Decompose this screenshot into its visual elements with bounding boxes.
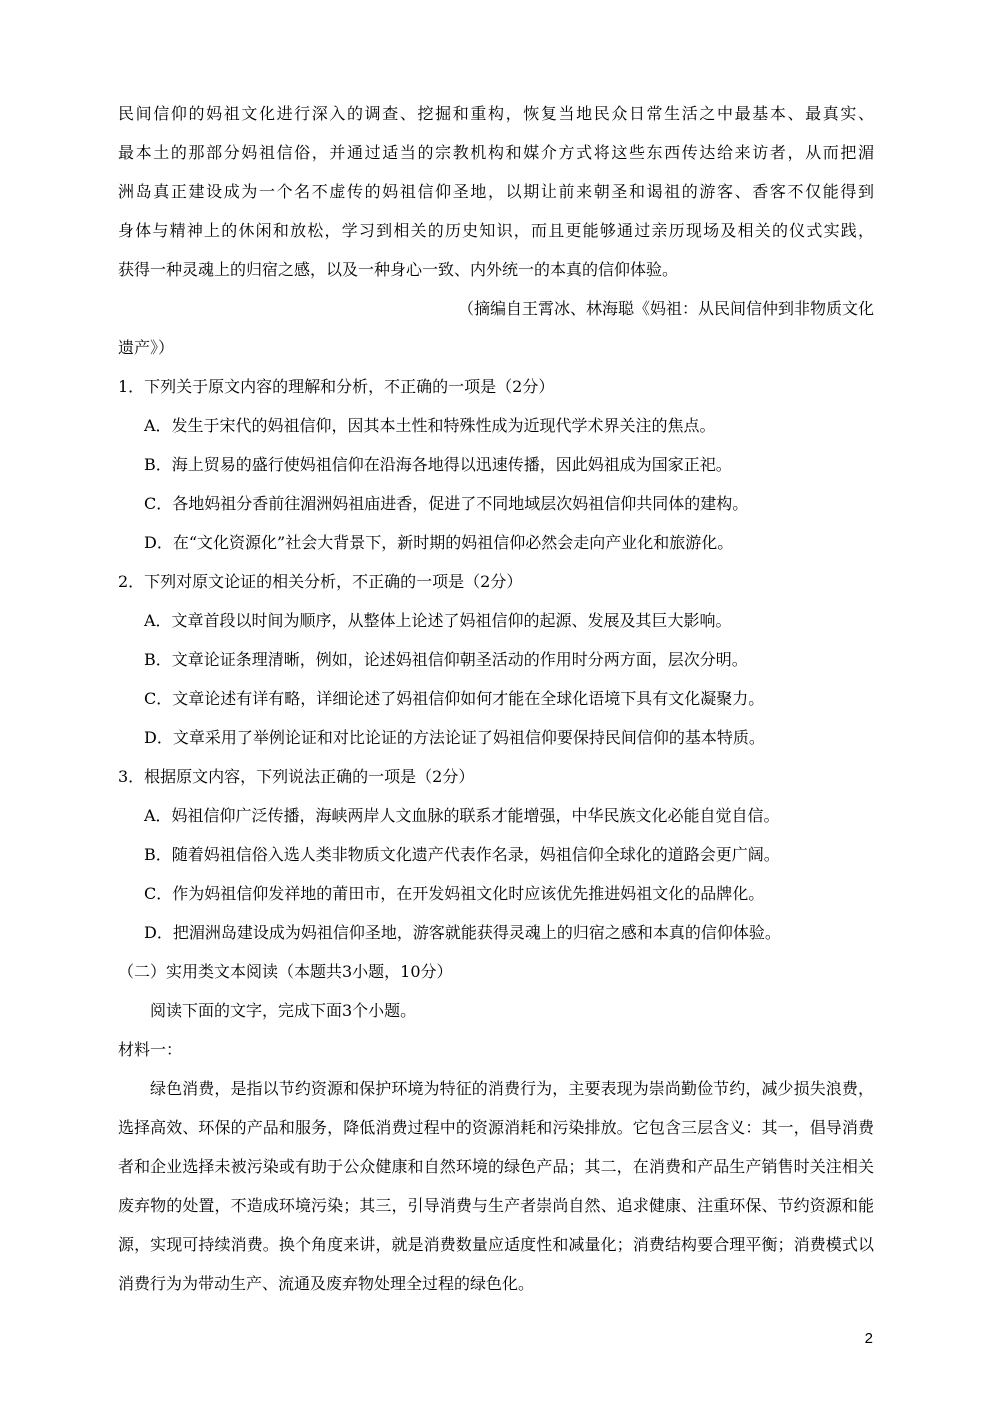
option-c: C．各地妈祖分香前往湄洲妈祖庙进香，促进了不同地域层次妈祖信仰共同体的建构。 [144, 494, 749, 513]
option-a: A．妈祖信仰广泛传播，海峡两岸人文血脉的联系才能增强，中华民族文化必能自觉自信。 [144, 806, 780, 825]
source-citation-line1: （摘编自王霄冰、林海聪《妈祖：从民间信仲到非物质文化 [457, 299, 874, 318]
option-b: B．海上贸易的盛行使妈祖信仰在沿海各地得以迅速传播，因此妈祖成为国家正祀。 [144, 455, 732, 474]
question-3 [118, 757, 874, 952]
option-c: C．文章论述有详有略，详细论述了妈祖信仰如何才能在全球化语境下具有文化凝聚力。 [144, 689, 765, 708]
question-stem: 2．下列对原文论证的相关分析，不正确的一项是（2分） [118, 572, 523, 591]
option-d: D．文章采用了举例论证和对比论证的方法论证了妈祖信仰要保持民间信仰的基本特质。 [144, 728, 765, 747]
passage-line: 民间信仰的妈祖文化进行深入的调查、挖掘和重构，恢复当地民众日常生活之中最基本、最真实、 [118, 104, 874, 123]
option-a: A．发生于宋代的妈祖信仰，因其本土性和特殊性成为近现代学术界关注的焦点。 [144, 416, 716, 435]
passage-line: 身体与精神上的休闲和放松，学习到相关的历史知识，而且更能够通过亲历现场及相关的仪式实践， [118, 221, 874, 240]
material-label: 材料一： [118, 1040, 183, 1059]
reading-instruction: 阅读下面的文字，完成下面3个小题。 [150, 1001, 417, 1020]
question-stem: 3．根据原文内容，下列说法正确的一项是（2分） [118, 767, 475, 786]
option-b: B．文章论证条理清晰，例如，论述妈祖信仰朝圣活动的作用时分两方面，层次分明。 [144, 650, 748, 669]
question-1 [118, 367, 874, 562]
passage-line: 获得一种灵魂上的归宿之感，以及一种身心一致、内外统一的本真的信仰体验。 [118, 260, 679, 279]
section-heading: （二）实用类文本阅读（本题共3小题，10分） [118, 962, 453, 981]
passage-continuation [118, 94, 874, 289]
page-content [118, 94, 874, 1303]
option-b: B．随着妈祖信俗入选人类非物质文化遗产代表作名录，妈祖信仰全球化的道路会更广阔。 [144, 845, 780, 864]
question-2 [118, 562, 874, 757]
material-paragraph: 绿色消费，是指以节约资源和保护环境为特征的消费行为，主要表现为崇尚勤俭节约，减少损失浪费，选择高效、环保的产品和服务，降低消费过程中的资源消耗和污染排放。它包含三层含义：其一，倡导消费者和企业选择未被污染或有助于公众健康和自然环境的绿色产品；其二，在消费和产品生产销售时关注相关废弃物的处置，不造成环境污染；其三，引导消费与生产者崇尚自然、追求健康、注重环保、节约资源和能源，实现可持续消费。换个角度来讲，就是消费数量应适度性和减量化；消费结构要合理平衡；消费模式以消费行为为带动生产、流通及废弃物处理全过程的绿色化。 [118, 1079, 874, 1293]
option-c: C．作为妈祖信仰发祥地的莆田市，在开发妈祖文化时应该优先推进妈祖文化的品牌化。 [144, 884, 765, 903]
question-stem: 1．下列关于原文内容的理解和分析，不正确的一项是（2分） [118, 377, 555, 396]
passage-line: 最本土的那部分妈祖信俗，并通过适当的宗教机构和媒介方式将这些东西传达给来访者，从而把湄 [118, 143, 874, 162]
source-citation-line2: 遗产》） [118, 338, 175, 357]
page-number: 2 [864, 1330, 873, 1347]
option-a: A．文章首段以时间为顺序，从整体上论述了妈祖信仰的起源、发展及其巨大影响。 [144, 611, 732, 630]
passage-line: 洲岛真正建设成为一个名不虚传的妈祖信仰圣地，以期让前来朝圣和谒祖的游客、香客不仅能得到 [118, 182, 874, 201]
option-d: D．在“文化资源化”社会大背景下，新时期的妈祖信仰必然会走向产业化和旅游化。 [144, 533, 734, 552]
option-d: D．把湄洲岛建设成为妈祖信仰圣地，游客就能获得灵魂上的归宿之感和本真的信仰体验。 [144, 923, 781, 942]
